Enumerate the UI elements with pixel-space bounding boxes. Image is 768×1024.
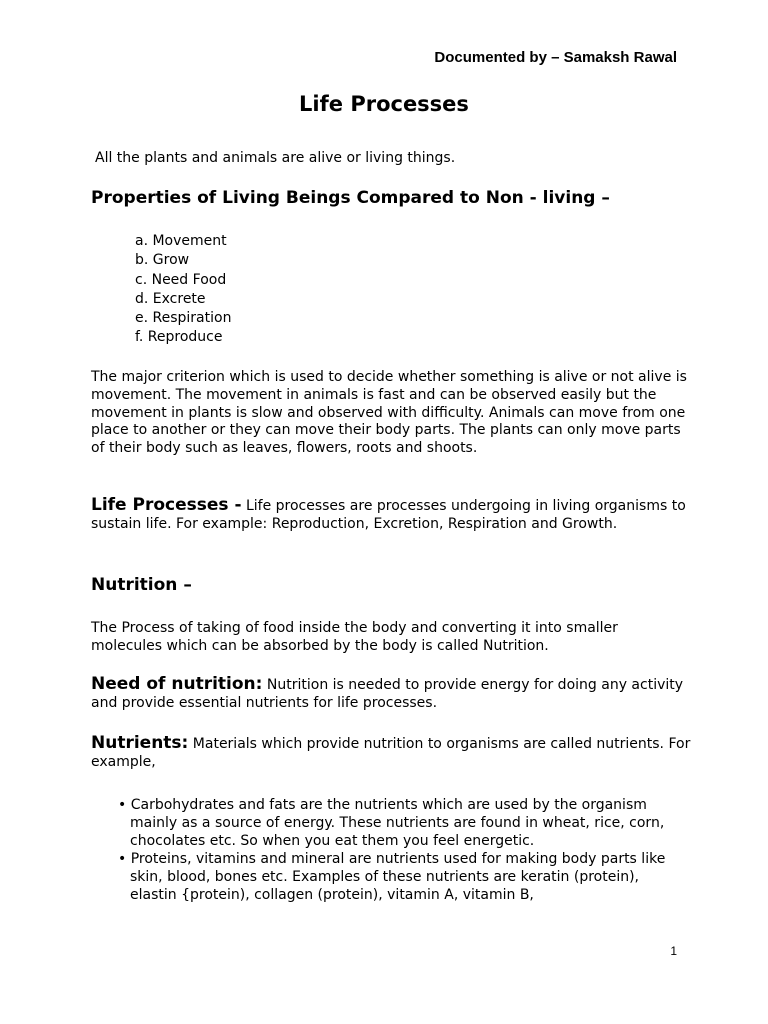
list-item: • Proteins, vitamins and mineral are nutrients used for making body parts like skin, blood, bones etc. Examples of these nutrients are keratin (protein), elastin {protein), collagen (protein), vitamin A, vitamin B, bbox=[118, 851, 666, 904]
need-of-nutrition-text: Nutrition is needed to provide energy for doing any activity and provide essential nutrients for life processes. bbox=[91, 677, 684, 711]
list-item: d. Excrete bbox=[135, 290, 206, 307]
nutrition-definition: The Process of taking of food inside the body and converting it into smaller molecules which can be absorbed by the body is called Nutrition. bbox=[91, 620, 618, 654]
list-item: • Carbohydrates and fats are the nutrients which are used by the organism mainly as a source of energy. These nutrients are found in wheat, rice, corn, chocolates etc. So when you eat them you feel energetic. bbox=[118, 797, 665, 850]
nutrients-text: Materials which provide nutrition to organisms are called nutrients. For example, bbox=[91, 736, 691, 770]
nutrients-paragraph bbox=[91, 735, 691, 772]
need-of-nutrition-lead: Need of nutrition: bbox=[91, 674, 263, 694]
nutrients-lead: Nutrients: bbox=[91, 733, 189, 753]
list-item: e. Respiration bbox=[135, 310, 232, 327]
document-title: Life Processes bbox=[299, 92, 469, 116]
properties-list bbox=[135, 232, 231, 348]
properties-heading: Properties of Living Beings Compared to Non - living – bbox=[91, 188, 610, 208]
list-item: c. Need Food bbox=[135, 271, 227, 288]
list-item: f. Reproduce bbox=[135, 329, 223, 346]
life-processes-paragraph bbox=[91, 497, 691, 534]
life-processes-lead: Life Processes - bbox=[91, 495, 242, 515]
nutrients-bullet-list bbox=[118, 796, 688, 905]
movement-paragraph: The major criterion which is used to decide whether something is alive or not alive is movement. The movement in animals is fast and can be observed easily but the movement in plants is slow and observed with difficulty. Animals can move from one place to another or they can move their body parts. The plants can only move parts of their body such as leaves, flowers, roots and shoots. bbox=[91, 369, 687, 457]
author-line: Documented by – Samaksh Rawal bbox=[434, 49, 677, 66]
page-number: 1 bbox=[670, 944, 677, 958]
life-processes-text: Life processes are processes undergoing in living organisms to sustain life. For example: Reproduction, Excretion, Respiration and Growth. bbox=[91, 498, 686, 532]
list-item: a. Movement bbox=[135, 233, 227, 249]
nutrition-heading: Nutrition – bbox=[91, 575, 192, 595]
list-item: b. Grow bbox=[135, 252, 190, 269]
need-of-nutrition-paragraph bbox=[91, 676, 691, 713]
intro-text: All the plants and animals are alive or living things. bbox=[95, 150, 456, 166]
